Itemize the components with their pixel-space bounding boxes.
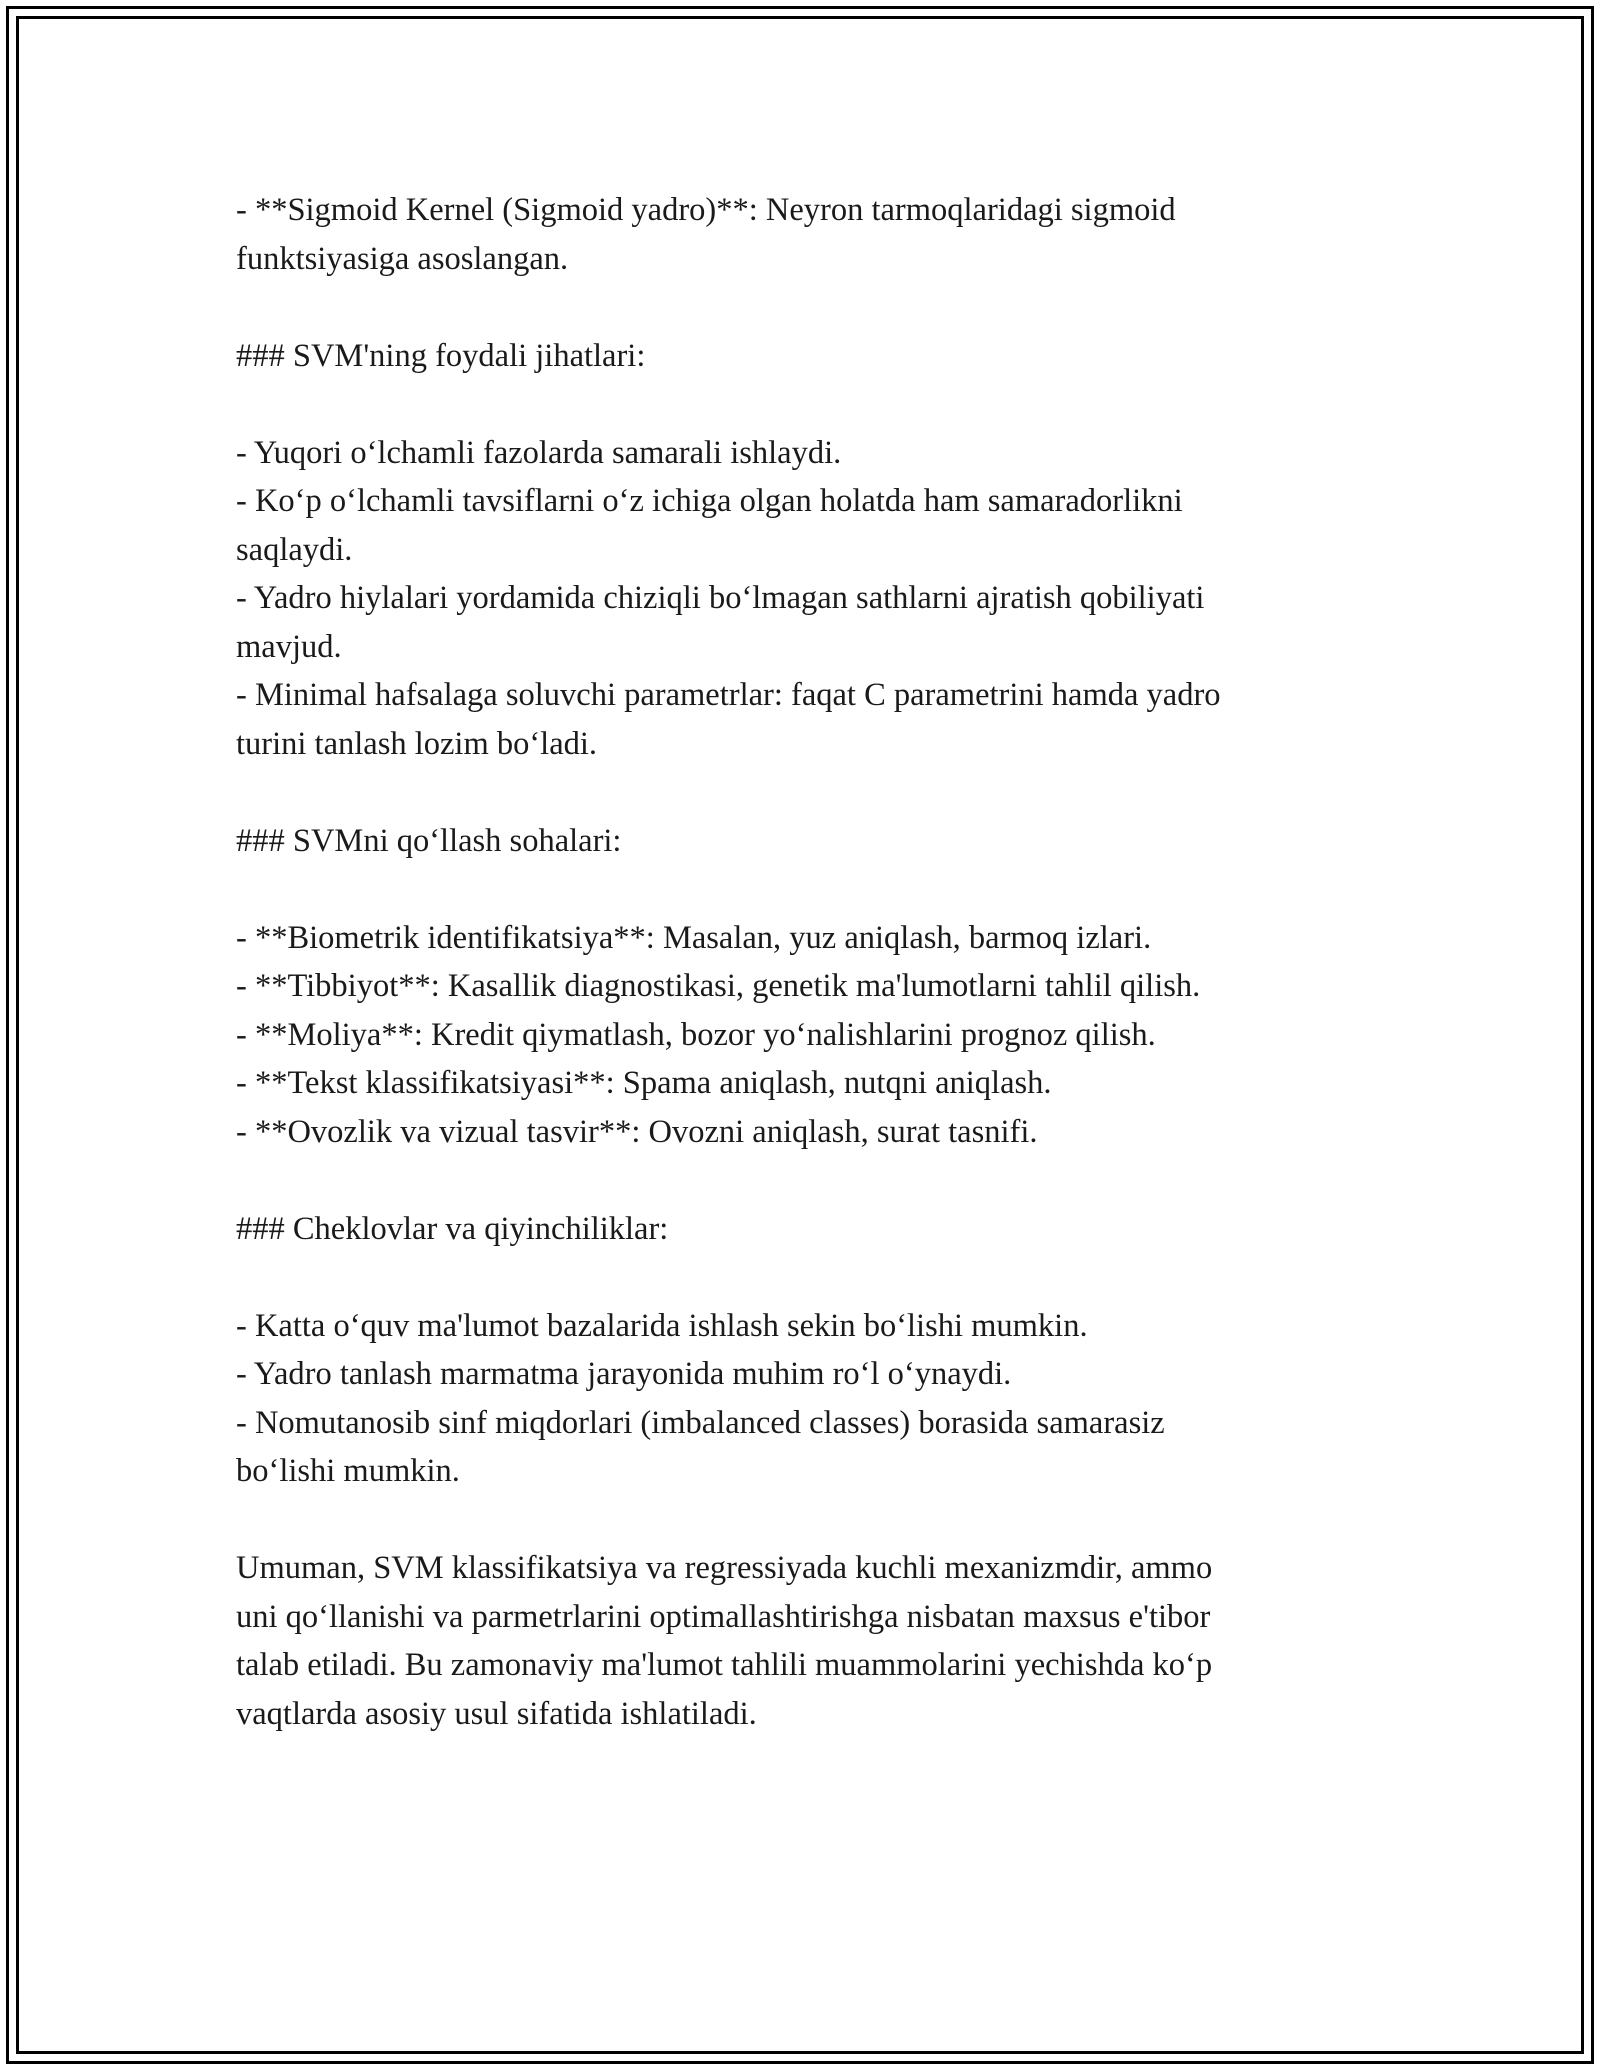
section-heading: ### SVMni qo‘llash sohalari: (236, 822, 622, 859)
list-line: - Nomutanosib sinf miqdorlari (imbalanced classes) borasida samarasiz (236, 1404, 1165, 1441)
list-line: mavjud. (236, 628, 342, 665)
list-line: - **Tekst klassifikatsiyasi**: Spama aniqlash, nutqni aniqlash. (236, 1065, 1052, 1101)
section-heading: ### Cheklovlar va qiyinchiliklar: (236, 1210, 669, 1247)
list-line: - **Moliya**: Kredit qiymatlash, bozor yo‘nalishlarini prognoz qilish. (236, 1016, 1156, 1053)
text-line: - **Sigmoid Kernel (Sigmoid yadro)**: Neyron tarmoqlaridagi sigmoid (236, 192, 1176, 228)
list-line: - **Biometrik identifikatsiya**: Masalan, yuz aniqlash, barmoq izlari. (236, 919, 1152, 956)
list-line: saqlaydi. (236, 531, 353, 568)
list-line: - Yadro tanlash marmatma jarayonida muhim ro‘l o‘ynaydi. (236, 1356, 1012, 1392)
section-heading: ### SVM'ning foydali jihatlari: (236, 337, 646, 374)
list-line: - **Tibbiyot**: Kasallik diagnostikasi, genetik ma'lumotlarni tahlil qilish. (236, 968, 1201, 1004)
paragraph-line: talab etiladi. Bu zamonaviy ma'lumot tahlili muammolarini yechishda ko‘p (236, 1647, 1213, 1683)
list-line: - Minimal hafsalaga soluvchi parametrlar: faqat C parametrini hamda yadro (236, 677, 1221, 713)
list-line: bo‘lishi mumkin. (236, 1453, 460, 1489)
paragraph-gap (236, 1253, 1366, 1302)
paragraph-gap (236, 1496, 1366, 1545)
paragraph-line: uni qo‘llanishi va parmetrlarini optimallashtirishga nisbatan maxsus e'tibor (236, 1598, 1211, 1635)
paragraph-gap (236, 380, 1366, 429)
list-line: turini tanlash lozim bo‘ladi. (236, 725, 598, 762)
text-line: funktsiyasiga asoslangan. (236, 240, 569, 277)
paragraph-line: vaqtlarda asosiy usul sifatida ishlatiladi. (236, 1695, 757, 1732)
paragraph-line: Umuman, SVM klassifikatsiya va regressiyada kuchli mexanizmdir, ammo (236, 1550, 1213, 1586)
list-line: - Yadro hiylalari yordamida chiziqli bo‘lmagan sathlarni ajratish qobiliyati (236, 580, 1205, 616)
paragraph-gap (236, 283, 1366, 332)
document-body (236, 186, 1366, 1738)
list-line: - Katta o‘quv ma'lumot bazalarida ishlash sekin bo‘lishi mumkin. (236, 1307, 1088, 1344)
paragraph-gap (236, 768, 1366, 817)
list-line: - Yuqori o‘lchamli fazolarda samarali ishlaydi. (236, 434, 842, 471)
paragraph-gap (236, 865, 1366, 914)
paragraph-gap (236, 1156, 1366, 1205)
list-line: - Ko‘p o‘lchamli tavsiflarni o‘z ichiga olgan holatda ham samaradorlikni (236, 483, 1183, 519)
list-line: - **Ovozlik va vizual tasvir**: Ovozni aniqlash, surat tasnifi. (236, 1113, 1038, 1150)
